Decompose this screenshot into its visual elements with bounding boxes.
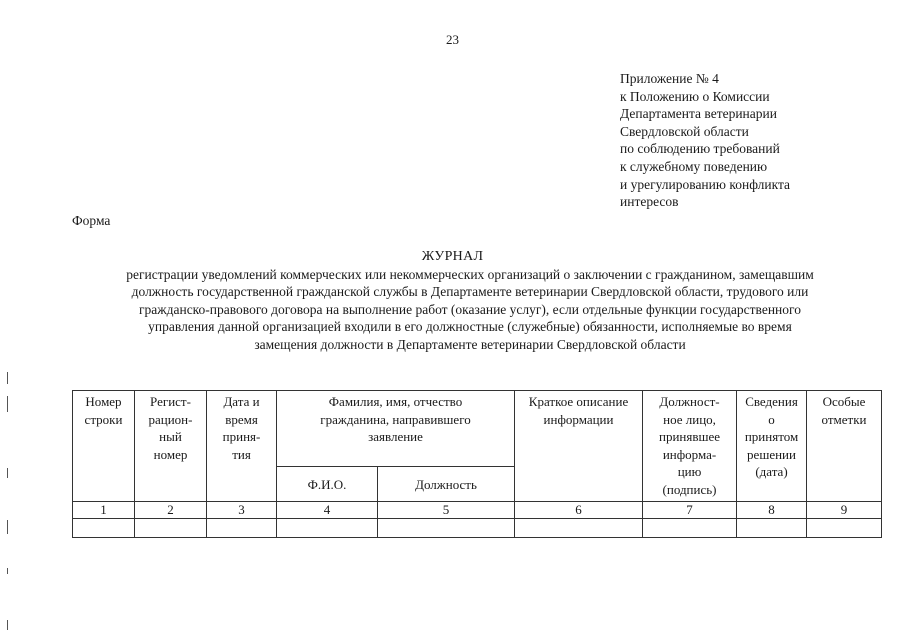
column-number: 7 — [643, 502, 737, 519]
header-line: информации — [543, 411, 614, 427]
table-cell — [515, 519, 643, 538]
header-line: информа- — [662, 446, 717, 462]
appendix-line: и урегулированию конфликта — [620, 176, 791, 192]
header-line: тия — [232, 446, 251, 462]
header-line: (дата) — [755, 464, 788, 479]
header-line: Дата и — [223, 394, 260, 409]
journal-description — [70, 266, 870, 353]
journal-title: ЖУРНАЛ — [421, 249, 484, 264]
scan-margin-mark — [7, 372, 8, 384]
header-line: Регист- — [150, 394, 191, 409]
table-cell — [277, 519, 378, 538]
header-line: о — [768, 411, 775, 427]
description-line: регистрации уведомлений коммерческих или некоммерческих организаций о заключении с гражданином, замещавшим — [126, 267, 814, 282]
appendix-line: Приложение № 4 — [620, 71, 719, 86]
table-cell — [73, 519, 135, 538]
appendix-block — [620, 70, 900, 211]
header-fio — [277, 466, 378, 501]
column-number: 1 — [73, 502, 135, 519]
description-line: управления данной организацией входили в его должностные (служебные) обязанности, исполняемые во время — [148, 319, 792, 335]
table-cell — [643, 519, 737, 538]
column-number: 3 — [207, 502, 277, 519]
header-line: принятом — [744, 429, 799, 444]
appendix-line: к служебному поведению — [620, 158, 768, 174]
header-line: ное лицо, — [663, 411, 716, 427]
table-cell — [737, 519, 807, 538]
column-number: 9 — [807, 502, 882, 519]
header-line: Должност- — [659, 394, 720, 409]
scan-margin-mark — [7, 396, 8, 412]
header-line: гражданина, направившего — [320, 411, 471, 427]
header-line: Сведения — [745, 394, 798, 409]
header-row-number — [73, 391, 135, 502]
header-decision-info — [737, 391, 807, 502]
header-line: Фамилия, имя, отчество — [328, 394, 463, 409]
header-line: номер — [153, 446, 188, 462]
column-number: 8 — [737, 502, 807, 519]
description-line: гражданско-правового договора на выполнение работ (оказание услуг), если отдельные функции государственного — [139, 301, 801, 317]
scan-margin-mark — [7, 568, 8, 574]
header-special-notes — [807, 391, 882, 502]
column-number-row — [73, 502, 882, 519]
column-number: 6 — [515, 502, 643, 519]
header-line: цию — [677, 464, 702, 479]
header-position — [378, 466, 515, 501]
table-cell — [378, 519, 515, 538]
description-line: должность государственной гражданской службы в Департаменте ветеринарии Свердловской области, трудового или — [131, 284, 809, 300]
table-row — [73, 519, 882, 538]
header-line: рацион- — [148, 411, 193, 427]
header-line: строки — [84, 411, 123, 427]
header-line: время — [225, 411, 258, 427]
appendix-line: интересов — [620, 194, 679, 210]
header-citizen-group — [277, 391, 515, 467]
header-line: принявшее — [658, 429, 721, 444]
header-line: Краткое описание — [528, 394, 629, 409]
table-cell — [207, 519, 277, 538]
appendix-line: к Положению о Комиссии — [620, 88, 770, 104]
header-brief-description — [515, 391, 643, 502]
scan-margin-mark — [7, 468, 8, 478]
journal-table — [72, 390, 882, 538]
header-line: заявление — [368, 429, 423, 444]
table-cell — [807, 519, 882, 538]
header-line: Номер — [85, 394, 122, 409]
appendix-line: по соблюдению требований — [620, 141, 780, 157]
scan-margin-mark — [7, 620, 8, 630]
header-line: Ф.И.О. — [307, 477, 347, 493]
scan-margin-mark — [7, 520, 8, 534]
header-line: приня- — [222, 429, 261, 444]
column-number: 5 — [378, 502, 515, 519]
table-cell — [135, 519, 207, 538]
appendix-line: Свердловской области — [620, 123, 749, 139]
appendix-line: Департамента ветеринарии — [620, 106, 777, 122]
page-number: 23 — [446, 32, 459, 47]
column-number: 4 — [277, 502, 378, 519]
column-number: 2 — [135, 502, 207, 519]
header-line: Особые — [822, 394, 866, 409]
header-line: ный — [159, 429, 182, 444]
header-line: (подпись) — [662, 481, 717, 497]
header-line: отметки — [821, 411, 867, 427]
header-registration-number — [135, 391, 207, 502]
header-line: решении — [747, 446, 796, 462]
header-official — [643, 391, 737, 502]
form-label: Форма — [72, 213, 111, 228]
header-date-time — [207, 391, 277, 502]
description-line: замещения должности в Департаменте ветеринарии Свердловской области — [254, 336, 686, 352]
header-line: Должность — [415, 477, 477, 493]
